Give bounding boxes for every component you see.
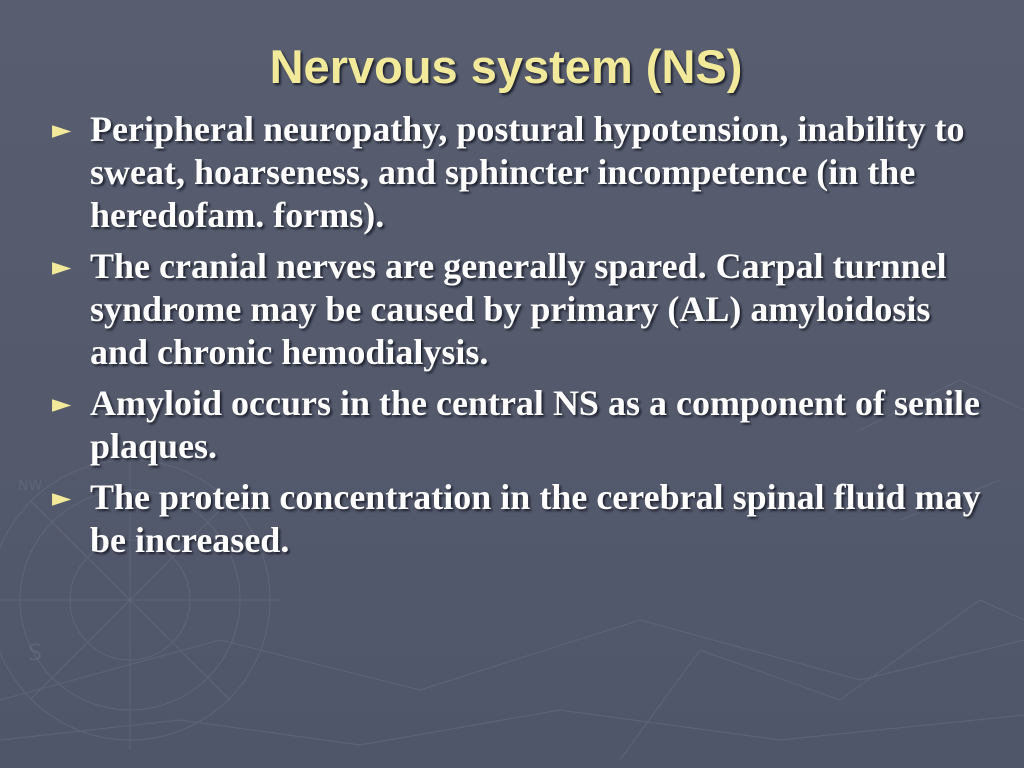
bullet-item xyxy=(50,382,990,468)
slide-title: Nervous system (NS) xyxy=(269,40,743,93)
bullet-arrow-icon: ► xyxy=(52,252,72,281)
bullet-text: Peripheral neuropathy, postural hypotension, inability to sweat, hoarseness, and sphincter incompetence (in the heredofam. forms). xyxy=(90,109,965,235)
bullet-item xyxy=(50,108,990,237)
bullet-text: Amyloid occurs in the central NS as a component of senile plaques. xyxy=(90,383,980,466)
bullet-arrow-icon: ► xyxy=(52,483,72,512)
bullet-text: The cranial nerves are generally spared. Carpal turnnel syndrome may be caused by primary (AL) amyloidosis and chronic hemodialysis. xyxy=(90,246,947,372)
bullet-item xyxy=(50,245,990,374)
bullet-arrow-icon: ► xyxy=(52,115,72,144)
bullet-text: The protein concentration in the cerebral spinal fluid may be increased. xyxy=(90,477,981,560)
bullet-list xyxy=(50,108,990,570)
svg-text:S: S xyxy=(28,641,42,666)
svg-text:NW: NW xyxy=(18,478,43,494)
bullet-item xyxy=(50,476,990,562)
bullet-arrow-icon: ► xyxy=(52,389,72,418)
